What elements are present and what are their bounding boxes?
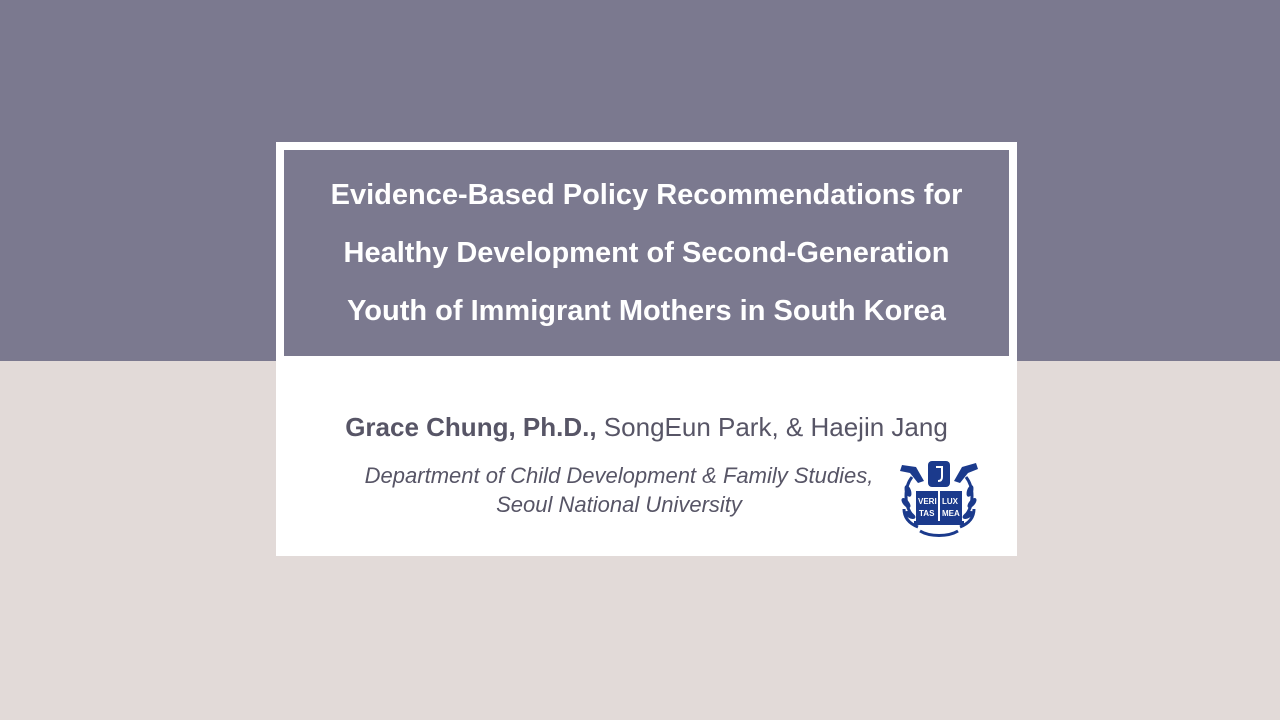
logo-text-top-right: LUX — [942, 497, 958, 506]
university-seal-icon — [898, 457, 980, 539]
co-authors: SongEun Park, & Haejin Jang — [596, 412, 948, 442]
slide-title-line-2: Healthy Development of Second-Generation — [343, 237, 950, 269]
authors-line — [276, 412, 1017, 443]
slide-title-line-3: Youth of Immigrant Mothers in South Korea — [347, 295, 946, 327]
department-line-1: Department of Child Development & Family Studies, — [364, 463, 874, 488]
slide-title-line-1: Evidence-Based Policy Recommendations for — [330, 179, 963, 211]
logo-text-bottom-right: MEA — [942, 509, 960, 518]
title-banner — [284, 150, 1009, 356]
logo-text-top-left: VERI — [918, 497, 937, 506]
department-line-2: Seoul National University — [496, 492, 742, 517]
logo-text-bottom-left: TAS — [919, 509, 935, 518]
title-card — [276, 142, 1017, 556]
department-affiliation — [276, 461, 962, 519]
lead-author: Grace Chung, Ph.D., — [345, 412, 597, 442]
